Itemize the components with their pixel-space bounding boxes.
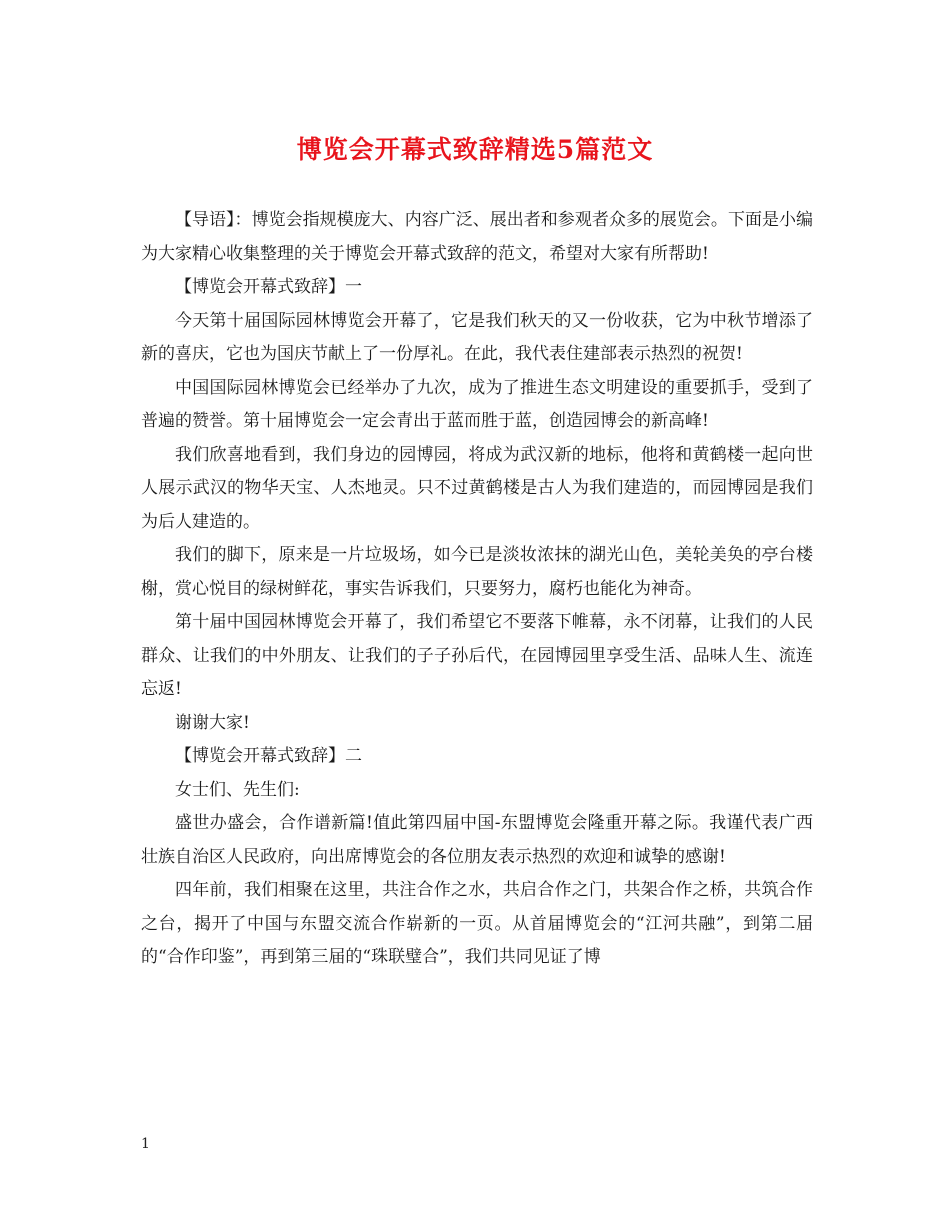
paragraph-salutation: 女士们、先生们: [175, 779, 300, 800]
paragraph: 第十届中国园林博览会开幕了，我们希望它不要落下帷幕，永不闭幕，让我们的人民群众、让我们的中外朋友、让我们的子子孙后代，在园博园里享受生活、品味人生、流连忘返! [141, 612, 813, 699]
section-heading-two: 【博览会开幕式致辞】二 [175, 746, 362, 766]
paragraph: 我们的脚下，原来是一片垃圾场，如今已是淡妆浓抹的湖光山色，美轮美奂的亭台楼榭，赏心悦目的绿树鲜花，事实告诉我们，只要努力，腐朽也能化为神奇。 [141, 545, 813, 599]
paragraph: 盛世办盛会，合作谱新篇!值此第四届中国-东盟博览会隆重开幕之际。我谨代表广西壮族自治区人民政府，向出席博览会的各位朋友表示热烈的欢迎和诚挚的感谢! [141, 813, 813, 867]
paragraph: 四年前，我们相聚在这里，共注合作之水，共启合作之门，共架合作之桥，共筑合作之台，揭开了中国与东盟交流合作崭新的一页。从首届博览会的“江河共融”，到第二届的“合作印鉴”，再到第三届的“珠联璧合”，我们共同见证了博 [141, 880, 813, 967]
paragraph-intro: 【导语】：博览会指规模庞大、内容广泛、展出者和参观者众多的展览会。下面是小编为大家精心收集整理的关于博览会开幕式致辞的范文，希望对大家有所帮助! [141, 210, 813, 264]
paragraph: 中国国际园林博览会已经举办了九次，成为了推进生态文明建设的重要抓手，受到了普遍的赞誉。第十届博览会一定会青出于蓝而胜于蓝，创造园博会的新高峰! [141, 377, 813, 431]
document-body [141, 204, 813, 975]
document-title: 博览会开幕式致辞精选5篇范文 [296, 135, 654, 164]
paragraph: 今天第十届国际园林博览会开幕了，它是我们秋天的又一份收获，它为中秋节增添了新的喜庆，它也为国庆节献上了一份厚礼。在此，我代表住建部表示热烈的祝贺! [141, 310, 813, 364]
page-number: 1 [141, 1136, 150, 1152]
section-heading-one: 【博览会开幕式致辞】一 [175, 277, 362, 297]
paragraph: 我们欣喜地看到，我们身边的园博园，将成为武汉新的地标，他将和黄鹤楼一起向世人展示武汉的物华天宝、人杰地灵。只不过黄鹤楼是古人为我们建造的，而园博园是我们为后人建造的。 [141, 444, 813, 532]
paragraph-thanks: 谢谢大家! [175, 712, 250, 733]
